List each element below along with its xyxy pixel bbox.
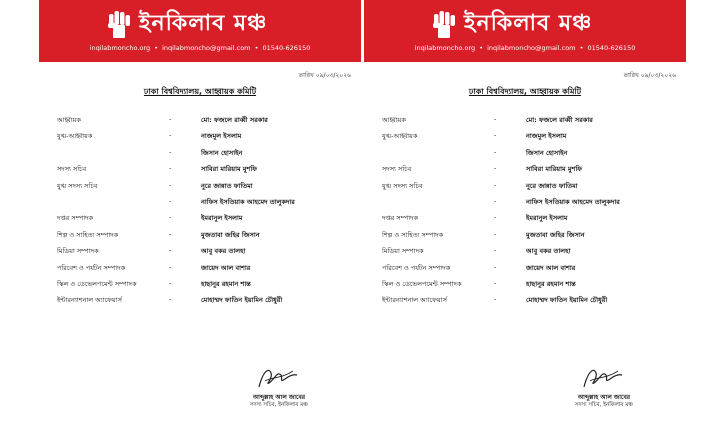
member-name: মুজতাবা জহির জিসান [526,230,585,239]
separator-dash: - [169,278,172,287]
committee-role: শিল্প ও সাহিত্য সম্পাদক [57,230,119,239]
phone-text: 01540-626150 [262,44,311,52]
committee-role: যুগ্ম সদস্য সচিব [57,181,98,190]
document-date: তারিখ ০৯/০৩/২০২৬ [298,72,351,79]
committee-row [57,263,357,279]
fist-icon [432,9,458,39]
member-name: মো: ফজলে রাব্বী সরকার [526,116,593,124]
logo-text: ইনকিলাব মঞ্চ [139,10,268,36]
separator-dash: - [169,246,172,255]
committee-row [57,213,357,229]
bullet-icon: • [254,44,259,52]
committee-role: আহ্বায়ক [57,116,81,124]
member-name: মোহাম্মদ ফাতিন ইয়ামিন চৌধুরী [526,296,608,305]
member-name: সাবিরা মারিয়াম মুশফি [526,165,582,174]
committee-role: দপ্তর সম্পাদক [382,214,419,223]
separator-dash: - [494,196,497,205]
committee-role: মিডিয়া সম্পাদক [57,247,99,256]
separator-dash: - [169,229,172,238]
header-banner [364,0,686,62]
logo [107,8,267,40]
separator-dash: - [169,147,172,156]
separator-dash: - [494,213,497,222]
committee-role: যুগ্ম-আহ্বায়ক [382,132,418,141]
separator-dash: - [169,164,172,173]
committee-row [57,246,357,262]
committee-row [382,213,682,229]
separator-dash: - [494,147,497,156]
member-name: আবু বকর তালহা [201,247,246,256]
committee-role: সদস্য সচিব [382,165,412,174]
separator-dash: - [494,115,497,123]
bullet-icon: • [154,44,159,52]
email-text: inqilabmoncho@gmail.com [487,44,576,52]
member-name: নুরে জান্নাত ফাতিমা [526,181,578,190]
member-name: নাফিস ইসতিয়াক আহমেদ তালুকদার [526,197,620,206]
header-banner [39,0,361,62]
separator-dash: - [494,278,497,287]
committee-list [382,115,682,312]
member-name: সাবিরা মারিয়াম মুশফি [201,165,257,174]
logo [432,8,592,40]
member-name: মো: ফজলে রাব্বী সরকার [201,116,268,124]
document-title: ঢাকা বিশ্ববিদ্যালয়, আহ্বায়ক কমিটি [468,87,582,96]
member-name: জিসান হোসাইন [526,148,568,157]
committee-row [382,164,682,180]
committee-role: শিল্প ও সাহিত্য সম্পাদক [382,230,444,239]
separator-dash: - [494,246,497,255]
member-name: নুরে জান্নাত ফাতিমা [201,181,253,190]
logo-text: ইনকিলাব মঞ্চ [464,10,593,36]
contact-line [39,44,361,52]
bullet-icon: • [579,44,584,52]
document-date: তারিখ ০৯/০৩/২০২৬ [623,72,676,79]
committee-role: ইন্টারন্যাশনাল অ্যাফেয়ার্স [57,296,122,305]
committee-role: যুগ্ম সদস্য সচিব [382,181,423,190]
committee-row [382,263,682,279]
member-name: মুজতাবা জহির জিসান [201,230,260,239]
committee-role: স্কিল ও ডেভেলপমেন্ট সম্পাদক [57,279,137,288]
committee-row [382,131,682,147]
member-name: জায়েদ আল বাশার [201,263,251,272]
committee-role: পরিবেশ ও পর্যটন সম্পাদক [382,263,451,272]
committee-row [382,115,682,131]
signatory-title: সদস্য সচিব, ইনকিলাব মঞ্চ [249,402,309,408]
document-page-left [39,0,361,425]
committee-row [382,197,682,213]
separator-dash: - [494,180,497,189]
committee-row [57,131,357,147]
member-name: ইমরানুল ইসলাম [201,214,243,223]
committee-role: যুগ্ম-আহ্বায়ক [57,132,93,141]
committee-role: সদস্য সচিব [57,165,87,174]
committee-row [382,246,682,262]
signature-block [229,365,349,421]
committee-role: ইন্টারন্যাশনাল অ্যাফেয়ার্স [382,296,447,305]
committee-row [382,295,682,311]
committee-row [57,295,357,311]
separator-dash: - [494,295,497,304]
committee-row [57,164,357,180]
member-name: ইমরানুল ইসলাম [526,214,568,223]
committee-row [57,148,357,164]
website-text: inqilabmoncho.org [414,44,476,52]
member-name: জায়েদ আল বাশার [526,263,576,272]
committee-role: দপ্তর সম্পাদক [57,214,94,223]
email-text: inqilabmoncho@gmail.com [162,44,251,52]
committee-role: পরিবেশ ও পর্যটন সম্পাদক [57,263,126,272]
separator-dash: - [169,180,172,189]
member-name: জিসান হোসাইন [201,148,243,157]
committee-row [382,279,682,295]
separator-dash: - [169,262,172,271]
member-name: আবু বকর তালহা [526,247,571,256]
separator-dash: - [169,295,172,304]
member-name: নাফিস ইসতিয়াক আহমেদ তালুকদার [201,197,295,206]
committee-role: মিডিয়া সম্পাদক [382,247,424,256]
signatory-name: আব্দুল্লাহ আল জাবের [577,394,631,401]
phone-text: 01540-626150 [587,44,636,52]
signatory-title: সদস্য সচিব, ইনকিলাব মঞ্চ [574,402,634,408]
member-name: মোহাম্মদ ফাতিন ইয়ামিন চৌধুরী [201,296,283,305]
document-title: ঢাকা বিশ্ববিদ্যালয়, আহ্বায়ক কমিটি [143,87,257,96]
committee-role: স্কিল ও ডেভেলপমেন্ট সম্পাদক [382,279,462,288]
member-name: হাছানুর রহমান শান্ত [526,279,576,288]
committee-role: আহ্বায়ক [382,116,406,124]
committee-row [57,181,357,197]
separator-dash: - [494,229,497,238]
committee-list [57,115,357,312]
member-name: নাজমুল ইসলাম [201,132,242,141]
signatory-name: আব্দুল্লাহ আল জাবের [252,394,306,401]
bullet-icon: • [479,44,484,52]
separator-dash: - [494,164,497,173]
contact-line [364,44,686,52]
signature-mark [253,365,301,391]
committee-row [382,181,682,197]
committee-row [57,279,357,295]
document-page-right [364,0,686,425]
committee-row [57,197,357,213]
member-name: হাছানুর রহমান শান্ত [201,279,251,288]
committee-row [382,148,682,164]
committee-row [57,230,357,246]
separator-dash: - [494,131,497,140]
fist-icon [107,9,133,39]
signature-block [554,365,674,421]
separator-dash: - [494,262,497,271]
separator-dash: - [169,196,172,205]
separator-dash: - [169,213,172,222]
committee-row [382,230,682,246]
member-name: নাজমুল ইসলাম [526,132,567,141]
separator-dash: - [169,115,172,123]
website-text: inqilabmoncho.org [89,44,151,52]
signature-mark [578,365,626,391]
committee-row [57,115,357,131]
separator-dash: - [169,131,172,140]
